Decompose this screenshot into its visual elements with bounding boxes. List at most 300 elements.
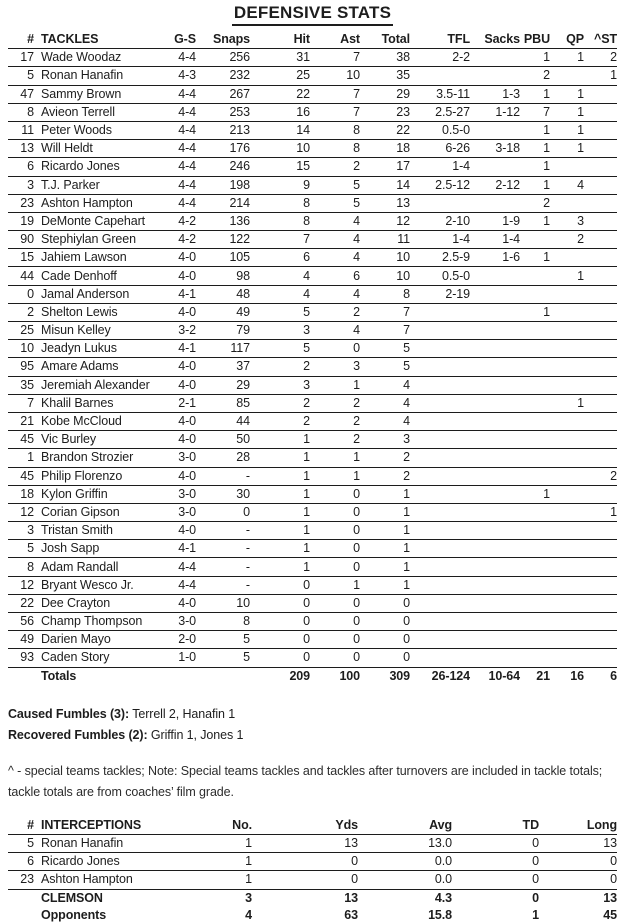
cell-snaps: 79 [236, 323, 250, 338]
tackles-row [8, 431, 617, 449]
cell-num [8, 889, 34, 907]
cell-ast: 0 [353, 650, 360, 665]
cell-hit: 1 [303, 450, 310, 465]
cell-pbu: 1 [543, 123, 550, 138]
cell-ast: 2 [353, 395, 360, 410]
cell-tfl [410, 522, 470, 540]
tackles-row [8, 594, 617, 612]
cell-gs: 4-0 [178, 250, 196, 265]
cell-total: 14 [396, 177, 410, 192]
cell-qp: 4 [577, 177, 584, 192]
cell-qp: 1 [577, 395, 584, 410]
cell-total: 8 [403, 286, 410, 301]
cell-hit: 1 [303, 523, 310, 538]
cell-long: 13 [603, 890, 617, 905]
cell-st [584, 485, 617, 503]
cell-snaps: 176 [229, 141, 250, 156]
cell-tfl: 2-19 [445, 286, 470, 301]
cell-ast: 5 [353, 195, 360, 210]
cell-st [584, 522, 617, 540]
cell-snaps: 49 [236, 304, 250, 319]
caused-fumbles-line [8, 704, 617, 725]
cell-total: 10 [396, 268, 410, 283]
cell-name: Jamal Anderson [41, 286, 130, 301]
cell-total: 12 [396, 213, 410, 228]
cell-total: 7 [403, 323, 410, 338]
cell-num: 5 [27, 68, 34, 83]
cell-st [584, 212, 617, 230]
cell-hit: 3 [303, 323, 310, 338]
cell-yds: 13 [344, 890, 358, 905]
cell-st [584, 249, 617, 267]
tackles-row [8, 558, 617, 576]
cell-sacks: 1-12 [495, 104, 520, 119]
cell-name: DeMonte Capehart [41, 213, 146, 228]
cell-st [584, 158, 617, 176]
tackles-row [8, 631, 617, 649]
cell-qp [550, 485, 584, 503]
cell-gs: 3-2 [178, 323, 196, 338]
cell-pbu [520, 576, 550, 594]
cell-name: Tristan Smith [41, 523, 113, 538]
cell-gs: 3-0 [178, 486, 196, 501]
cell-qp [550, 358, 584, 376]
cell-name: Amare Adams [41, 359, 119, 374]
tackles-row [8, 67, 617, 85]
cell-name: Jeremiah Alexander [41, 377, 150, 392]
cell-sacks [470, 267, 520, 285]
tackles-row [8, 285, 617, 303]
cell-num: 49 [20, 632, 34, 647]
tackles-row [8, 103, 617, 121]
cell-st [584, 121, 617, 139]
cell-gs: 4-0 [178, 432, 196, 447]
cell-hit: 5 [303, 341, 310, 356]
cell-tfl [410, 431, 470, 449]
cell-st [584, 449, 617, 467]
cell-hit: 14 [296, 123, 310, 138]
cell-long: 0 [610, 872, 617, 887]
cell-pbu: 1 [543, 141, 550, 156]
cell-name: Khalil Barnes [41, 395, 114, 410]
cell-gs: 4-4 [178, 86, 196, 101]
cell-num: 2 [27, 304, 34, 319]
cell-pbu [520, 358, 550, 376]
col-header-number: # [27, 32, 34, 47]
cell-gs: 4-2 [178, 213, 196, 228]
cell-qp: 1 [577, 50, 584, 65]
cell-name: Darien Mayo [41, 632, 111, 647]
cell-ast: 4 [353, 250, 360, 265]
cell-num: 93 [20, 650, 34, 665]
cell-qp [550, 340, 584, 358]
col-header-qp: QP [566, 32, 584, 47]
cell-qp [550, 576, 584, 594]
cell-qp: 1 [577, 268, 584, 283]
cell-tfl [410, 649, 470, 667]
cell-st [584, 322, 617, 340]
cell-tfl: 2-10 [445, 213, 470, 228]
cell-ast: 0 [353, 486, 360, 501]
cell-ast: 1 [353, 450, 360, 465]
cell-hit: 4 [303, 268, 310, 283]
cell-ast: 4 [353, 232, 360, 247]
tackles-row [8, 340, 617, 358]
cell-st: 2 [610, 468, 617, 483]
cell-num: 8 [27, 559, 34, 574]
cell-num: 35 [20, 377, 34, 392]
cell-ast: 5 [353, 177, 360, 192]
tackles-totals-row [8, 667, 617, 685]
tackles-row [8, 194, 617, 212]
tackles-row [8, 358, 617, 376]
cell-snaps: 105 [229, 250, 250, 265]
cell-snaps: - [245, 541, 250, 556]
col-header-sacks: Sacks [484, 32, 520, 47]
cell-snaps: 10 [236, 595, 250, 610]
cell-ast: 0 [353, 595, 360, 610]
cell-tfl: 6-26 [445, 141, 470, 156]
cell-avg: 0.0 [434, 854, 452, 869]
tackles-header-row [8, 31, 617, 49]
cell-name: Corian Gipson [41, 504, 120, 519]
cell-st [584, 558, 617, 576]
cell-qp [550, 376, 584, 394]
cell-st [584, 267, 617, 285]
cell-snaps: 198 [229, 177, 250, 192]
cell-total: 29 [396, 86, 410, 101]
cell-total: 309 [389, 668, 410, 683]
cell-num [8, 907, 34, 924]
tackles-row [8, 412, 617, 430]
cell-ast: 7 [353, 50, 360, 65]
cell-gs: 4-3 [178, 68, 196, 83]
cell-gs: 4-1 [178, 286, 196, 301]
cell-sacks [470, 594, 520, 612]
cell-tfl [410, 613, 470, 631]
cell-gs: 4-4 [178, 577, 196, 592]
cell-tfl [410, 340, 470, 358]
cell-snaps: - [245, 577, 250, 592]
col-header-pbu: PBU [523, 32, 550, 47]
cell-sacks [470, 322, 520, 340]
cell-tfl [410, 503, 470, 521]
col-header-hit: Hit [293, 32, 310, 47]
cell-sacks: 2-12 [495, 177, 520, 192]
tackles-table [8, 31, 617, 685]
cell-ast: 7 [353, 104, 360, 119]
cell-snaps: 37 [236, 359, 250, 374]
cell-name: Kobe McCloud [41, 414, 122, 429]
cell-sacks [470, 485, 520, 503]
cell-hit: 1 [303, 559, 310, 574]
cell-snaps: 29 [236, 377, 250, 392]
cell-hit: 8 [303, 213, 310, 228]
cell-total: 22 [396, 123, 410, 138]
cell-tfl: 2-2 [452, 50, 470, 65]
cell-total: 3 [403, 432, 410, 447]
recovered-fumbles-label: Recovered Fumbles (2): [8, 727, 148, 742]
cell-tfl [410, 412, 470, 430]
cell-num: 25 [20, 323, 34, 338]
cell-ast: 7 [353, 86, 360, 101]
cell-num: 8 [27, 104, 34, 119]
cell-qp [550, 67, 584, 85]
cell-snaps: 85 [236, 395, 250, 410]
cell-name: Caden Story [41, 650, 110, 665]
cell-snaps: 256 [229, 50, 250, 65]
cell-ast: 1 [353, 577, 360, 592]
cell-gs: 4-1 [178, 341, 196, 356]
cell-tfl [410, 358, 470, 376]
cell-num: 19 [20, 213, 34, 228]
cell-tfl: 0.5-0 [442, 123, 470, 138]
cell-sacks [470, 558, 520, 576]
cell-hit: 0 [303, 614, 310, 629]
cell-snaps: - [245, 523, 250, 538]
cell-pbu [520, 322, 550, 340]
cell-tfl [410, 594, 470, 612]
cell-st [584, 394, 617, 412]
cell-pbu [520, 594, 550, 612]
col-header-st: ^ST [594, 32, 617, 47]
cell-hit: 8 [303, 195, 310, 210]
cell-num: 5 [27, 836, 34, 851]
cell-st [584, 231, 617, 249]
cell-gs: 4-4 [178, 177, 196, 192]
cell-name: Opponents [41, 907, 107, 922]
cell-tfl [410, 303, 470, 321]
tackles-row [8, 649, 617, 667]
col-header-yds: Yds [335, 817, 358, 832]
cell-pbu: 7 [543, 104, 550, 119]
cell-gs: 4-0 [178, 268, 196, 283]
cell-name: Champ Thompson [41, 614, 143, 629]
cell-snaps: 253 [229, 104, 250, 119]
cell-sacks [470, 412, 520, 430]
cell-tfl [410, 558, 470, 576]
cell-name: Will Heldt [41, 141, 93, 156]
cell-sacks [470, 540, 520, 558]
cell-name: T.J. Parker [41, 177, 100, 192]
cell-name: Totals [41, 668, 77, 683]
cell-total: 23 [396, 104, 410, 119]
cell-hit: 0 [303, 632, 310, 647]
cell-tfl [410, 449, 470, 467]
cell-tfl: 26-124 [431, 668, 470, 683]
cell-total: 0 [403, 650, 410, 665]
col-header-gs: G-S [174, 32, 196, 47]
cell-ast: 2 [353, 432, 360, 447]
cell-ast: 8 [353, 123, 360, 138]
tackles-row [8, 467, 617, 485]
cell-sacks: 1-6 [502, 250, 520, 265]
cell-pbu [520, 412, 550, 430]
cell-ast: 0 [353, 632, 360, 647]
cell-sacks: 3-18 [495, 141, 520, 156]
cell-gs: 4-0 [178, 359, 196, 374]
cell-num: 5 [27, 541, 34, 556]
interceptions-table [8, 817, 617, 924]
cell-gs: 4-4 [178, 50, 196, 65]
cell-name: Bryant Wesco Jr. [41, 577, 134, 592]
cell-gs: 4-0 [178, 414, 196, 429]
cell-tfl [410, 322, 470, 340]
cell-gs: 4-4 [178, 159, 196, 174]
cell-hit: 1 [303, 504, 310, 519]
cell-sacks [470, 613, 520, 631]
tackles-row [8, 249, 617, 267]
cell-total: 38 [396, 50, 410, 65]
cell-num: 15 [20, 250, 34, 265]
cell-st [584, 431, 617, 449]
cell-snaps: 213 [229, 123, 250, 138]
cell-total: 11 [397, 232, 410, 247]
cell-long: 45 [603, 907, 617, 922]
cell-st [584, 576, 617, 594]
cell-td: 0 [532, 836, 539, 851]
cell-num: 6 [27, 159, 34, 174]
cell-sacks [470, 67, 520, 85]
col-header-long: Long [586, 817, 617, 832]
cell-num: 45 [20, 432, 34, 447]
col-header-interceptions: INTERCEPTIONS [41, 817, 142, 832]
cell-sacks [470, 522, 520, 540]
cell-st [584, 358, 617, 376]
cell-tfl: 3.5-11 [436, 86, 470, 101]
cell-pbu [520, 558, 550, 576]
col-header-avg: Avg [429, 817, 452, 832]
cell-pbu [520, 231, 550, 249]
cell-sacks [470, 431, 520, 449]
cell-qp [550, 303, 584, 321]
cell-num: 10 [20, 341, 34, 356]
cell-total: 1 [403, 504, 410, 519]
cell-avg: 0.0 [434, 872, 452, 887]
cell-avg: 4.3 [434, 890, 452, 905]
cell-td: 0 [532, 854, 539, 869]
cell-gs: 3-0 [178, 614, 196, 629]
cell-total: 4 [403, 414, 410, 429]
col-header-snaps: Snaps [212, 32, 250, 47]
cell-yds: 63 [344, 907, 358, 922]
tackles-row [8, 449, 617, 467]
cell-ast: 0 [353, 614, 360, 629]
cell-gs: 2-0 [178, 632, 196, 647]
cell-sacks: 1-9 [502, 213, 520, 228]
cell-hit: 5 [303, 304, 310, 319]
cell-yds: 0 [351, 854, 358, 869]
cell-st: 1 [610, 68, 617, 83]
cell-name: Misun Kelley [41, 323, 111, 338]
tackles-row [8, 540, 617, 558]
cell-sacks [470, 158, 520, 176]
cell-name: Sammy Brown [41, 86, 122, 101]
cell-num: 23 [20, 872, 34, 887]
cell-name: Jeadyn Lukus [41, 341, 117, 356]
cell-sacks [470, 358, 520, 376]
cell-num: 17 [20, 50, 34, 65]
cell-pbu [520, 613, 550, 631]
cell-qp [550, 412, 584, 430]
cell-ast: 10 [346, 68, 360, 83]
cell-gs: 4-2 [178, 232, 196, 247]
cell-total: 1 [403, 577, 410, 592]
cell-snaps: 8 [243, 614, 250, 629]
cell-num: 45 [20, 468, 34, 483]
tackles-row [8, 376, 617, 394]
cell-qp [550, 431, 584, 449]
cell-qp [550, 631, 584, 649]
cell-pbu: 1 [543, 486, 550, 501]
cell-pbu [520, 449, 550, 467]
cell-name: Ronan Hanafin [41, 836, 124, 851]
cell-num: 22 [20, 595, 34, 610]
cell-qp [550, 322, 584, 340]
cell-num: 90 [20, 232, 34, 247]
cell-hit: 22 [296, 86, 310, 101]
cell-num: 21 [20, 414, 34, 429]
cell-gs: 4-4 [178, 104, 196, 119]
tackles-row [8, 576, 617, 594]
cell-pbu [520, 267, 550, 285]
cell-ast: 6 [353, 268, 360, 283]
cell-tfl [410, 467, 470, 485]
cell-sacks [470, 285, 520, 303]
interceptions-header-row [8, 817, 617, 835]
cell-gs: 4-4 [178, 195, 196, 210]
cell-total: 1 [403, 559, 410, 574]
cell-ast: 0 [353, 341, 360, 356]
cell-pbu: 1 [543, 304, 550, 319]
cell-hit: 16 [296, 104, 310, 119]
cell-st [584, 613, 617, 631]
cell-hit: 0 [303, 650, 310, 665]
cell-pbu: 1 [543, 213, 550, 228]
cell-name: Jahiem Lawson [41, 250, 127, 265]
cell-st: 1 [610, 504, 617, 519]
cell-pbu [520, 503, 550, 521]
cell-name: Ashton Hampton [41, 872, 133, 887]
cell-name: CLEMSON [41, 890, 103, 905]
cell-pbu: 21 [536, 668, 550, 683]
cell-ast: 0 [353, 541, 360, 556]
caused-fumbles-label: Caused Fumbles (3): [8, 706, 130, 721]
cell-hit: 6 [303, 250, 310, 265]
cell-hit: 25 [296, 68, 310, 83]
cell-qp [550, 613, 584, 631]
cell-total: 17 [396, 159, 410, 174]
cell-num: 6 [27, 854, 34, 869]
cell-sacks [470, 340, 520, 358]
cell-ast: 8 [353, 141, 360, 156]
col-header-td: TD [522, 817, 539, 832]
cell-name: Peter Woods [41, 123, 112, 138]
cell-name: Dee Crayton [41, 595, 111, 610]
cell-name: Kylon Griffin [41, 486, 108, 501]
cell-snaps: 50 [236, 432, 250, 447]
tackles-row [8, 212, 617, 230]
cell-pbu: 2 [543, 195, 550, 210]
cell-ast: 4 [353, 213, 360, 228]
cell-num: 12 [20, 504, 34, 519]
col-header-total: Total [381, 32, 410, 47]
cell-snaps: 117 [230, 341, 250, 356]
cell-pbu [520, 631, 550, 649]
cell-st [584, 540, 617, 558]
cell-qp [550, 522, 584, 540]
cell-qp [550, 158, 584, 176]
